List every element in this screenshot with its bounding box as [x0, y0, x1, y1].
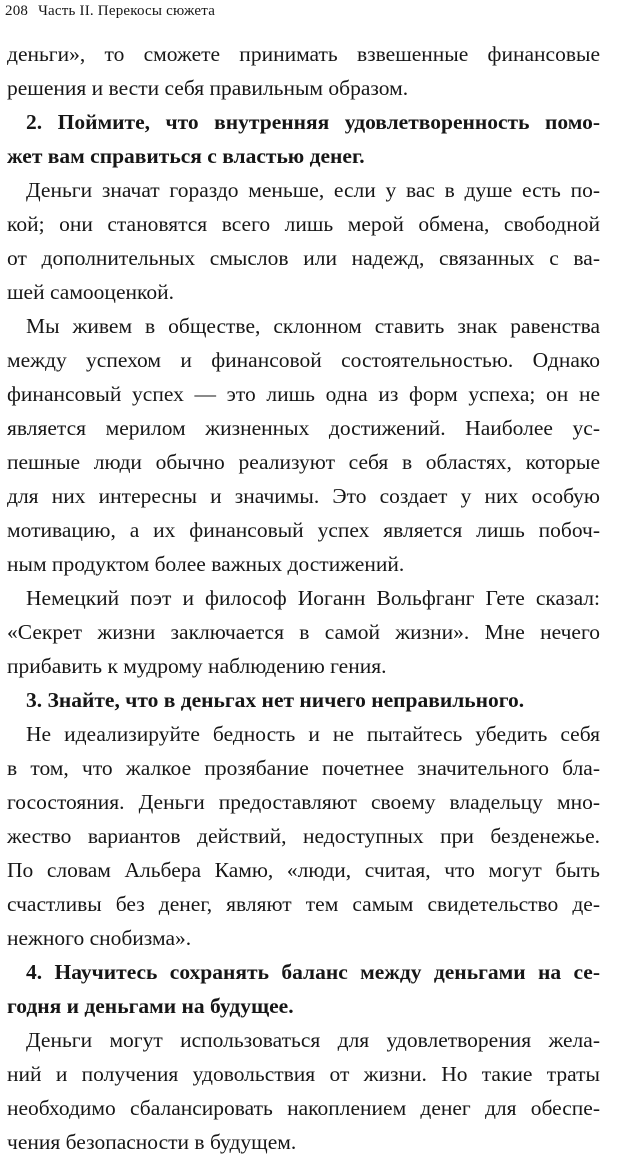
text-line: ным продуктом более важных достижений.: [7, 552, 405, 576]
text-line: счастливы без денег, являют тем самым свидетельство де-: [7, 892, 600, 916]
text-line: Деньги значат гораздо меньше, если у вас в душе есть по-: [26, 178, 600, 202]
paragraph: [7, 173, 600, 309]
text-line: необходимо сбалансировать накоплением денег для обеспе-: [7, 1096, 600, 1120]
text-line: мотивацию, а их финансовый успех является лишь побоч-: [7, 518, 600, 542]
text-line: ний и получения удовольствия от жизни. Но такие траты: [7, 1062, 600, 1086]
text-line: Мы живем в обществе, склонном ставить знак равенства: [26, 314, 600, 338]
running-title: Часть II. Перекосы сюжета: [38, 3, 216, 19]
text-line: деньги», то сможете принимать взвешенные финансовые: [7, 42, 600, 66]
text-line: кой; они становятся всего лишь мерой обмена, свободной: [7, 212, 600, 236]
section-heading: [7, 105, 600, 173]
text-line: между успехом и финансовой состоятельностью. Однако: [7, 348, 600, 372]
text-line: шей самооценкой.: [7, 280, 174, 304]
heading-line: годня и деньгами на будущее.: [7, 994, 294, 1018]
text-line: Не идеализируйте бедность и не пытайтесь убедить себя: [26, 722, 600, 746]
page-body: [7, 37, 600, 1159]
text-line: чения безопасности в будущем.: [7, 1130, 297, 1154]
page-number: 208: [5, 3, 29, 19]
heading-line: 3. Знайте, что в деньгах нет ничего неправильного.: [26, 688, 525, 712]
text-line: для них интересны и значимы. Это создает у них особую: [7, 484, 600, 508]
text-line: является мерилом жизненных достижений. Наиболее ус-: [7, 416, 600, 440]
paragraph: [7, 581, 600, 683]
text-line: финансовый успех — это лишь одна из форм успеха; он не: [7, 382, 600, 406]
text-line: Деньги могут использоваться для удовлетворения жела-: [26, 1028, 600, 1052]
text-line: в том, что жалкое прозябание почетнее значительного бла-: [7, 756, 600, 780]
text-line: решения и вести себя правильным образом.: [7, 76, 409, 100]
text-line: «Секрет жизни заключается в самой жизни». Мне нечего: [7, 620, 600, 644]
text-line: нежного снобизма».: [7, 926, 192, 950]
text-line: пешные люди обычно реализуют себя в областях, которые: [7, 450, 600, 474]
text-line: прибавить к мудрому наблюдению гения.: [7, 654, 387, 678]
running-header: [5, 3, 215, 20]
paragraph: [7, 1023, 600, 1159]
text-line: госостояния. Деньги предоставляют своему владельцу мно-: [7, 790, 600, 814]
paragraph: [7, 37, 600, 105]
text-line: По словам Альбера Камю, «люди, считая, что могут быть: [7, 858, 600, 882]
heading-line: жет вам справиться с властью денег.: [7, 144, 365, 168]
paragraph: [7, 309, 600, 581]
section-heading: [7, 683, 600, 717]
section-heading: [7, 955, 600, 1023]
heading-line: 2. Поймите, что внутренняя удовлетворенность помо-: [26, 110, 600, 134]
heading-line: 4. Научитесь сохранять баланс между деньгами на се-: [26, 960, 600, 984]
text-line: от дополнительных смыслов или надежд, связанных с ва-: [7, 246, 600, 270]
text-line: Немецкий поэт и философ Иоганн Вольфганг Гете сказал:: [26, 586, 600, 610]
paragraph: [7, 717, 600, 955]
text-line: жество вариантов действий, недоступных при безденежье.: [7, 824, 600, 848]
